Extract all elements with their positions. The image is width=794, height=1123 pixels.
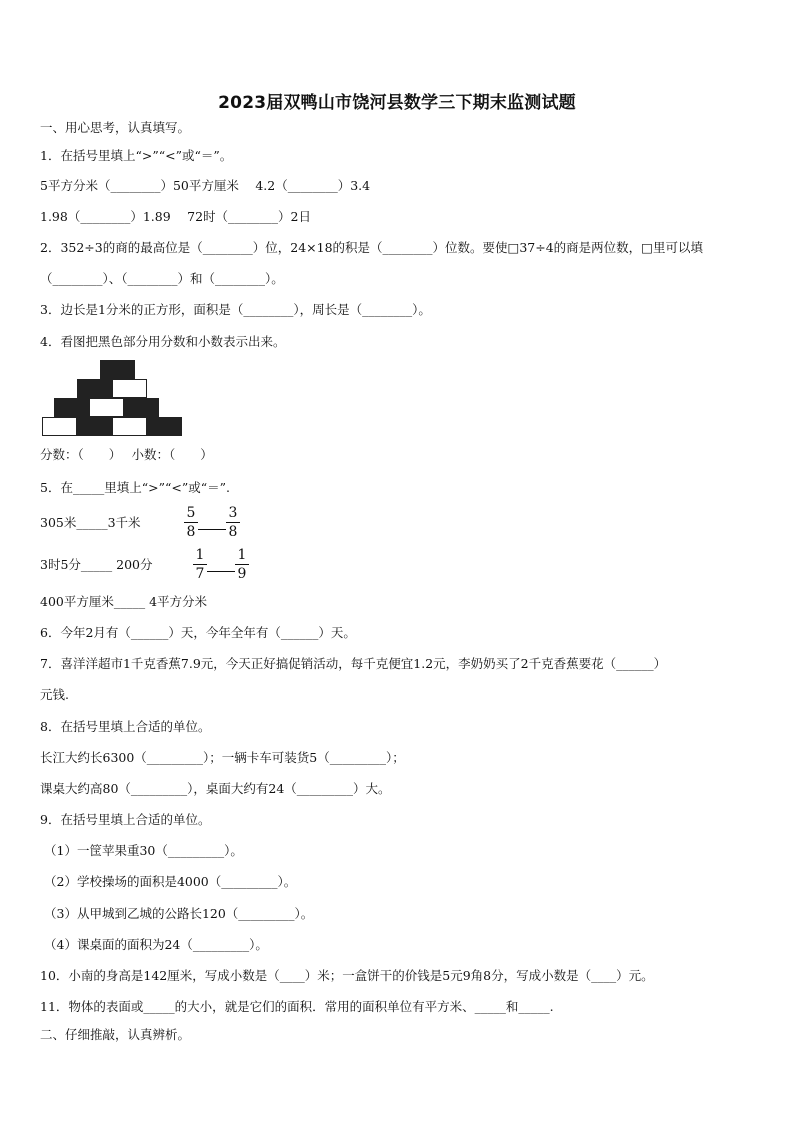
q2-line-2: （________）、（________）和（________）。 (40, 271, 284, 286)
denominator: 8 (186, 524, 196, 540)
q1-row-2: 1.98（________）1.89 72时（________）2日 (40, 209, 311, 224)
answer-blank (207, 571, 235, 572)
denominator: 7 (195, 566, 205, 582)
brick (77, 379, 112, 398)
q4-answer: 分数：（ ） 小数：（ ） (40, 447, 213, 462)
q11-text: 11．物体的表面或_____的大小，就是它们的面积．常用的面积单位有平方米、_____和_____. (40, 999, 554, 1014)
section-2-heading: 二、仔细推敲，认真辨析。 (40, 1027, 191, 1042)
fraction-5-8 (184, 505, 198, 540)
q10-text: 10．小南的身高是142厘米，写成小数是（____）米；一盒饼干的价钱是5元9角8分，写成小数是（____）元。 (40, 968, 654, 983)
denominator: 8 (228, 524, 238, 540)
fraction-bar (235, 564, 249, 565)
brick (147, 417, 182, 436)
answer-blank (198, 529, 226, 530)
numerator: 1 (237, 547, 247, 563)
q5-item-c: 400平方厘米_____ 4平方分米 (40, 594, 208, 609)
numerator: 3 (228, 505, 238, 521)
q7-line-2: 元钱. (40, 687, 69, 702)
denominator: 9 (237, 566, 247, 582)
q9-item-4: （4）课桌面的面积为24（_________）。 (44, 937, 268, 952)
q8-line-1: 长江大约长6300（_________）；一辆卡车可装货5（_________）； (40, 750, 405, 765)
numerator: 5 (186, 505, 196, 521)
fraction-3-8 (226, 505, 240, 540)
q9-item-3: （3）从甲城到乙城的公路长120（_________）。 (44, 906, 314, 921)
brick (77, 417, 112, 436)
page-title: 2023届双鸭山市饶河县数学三下期末监测试题 (218, 93, 576, 113)
q5-stem: 5．在_____里填上“>”“<”或“＝”. (40, 480, 230, 495)
q9-stem: 9．在括号里填上合适的单位。 (40, 812, 211, 827)
brick (100, 360, 135, 379)
q5-item-a: 305米_____3千米 (40, 515, 141, 530)
brick (42, 417, 77, 436)
q6-text: 6．今年2月有（______）天，今年全年有（______）天。 (40, 625, 356, 640)
q7-line-1: 7．喜洋洋超市1千克香蕉7.9元，今天正好搞促销活动，每千克便宜1.2元，李奶奶买了2千克香蕉要花（______） (40, 656, 667, 671)
q3-text: 3．边长是1分米的正方形，面积是（________），周长是（________）。 (40, 302, 431, 317)
brick (54, 398, 89, 417)
q9-item-1: （1）一筐苹果重30（_________）。 (44, 843, 243, 858)
q5-item-b: 3时5分_____ 200分 (40, 557, 153, 572)
section-1-heading: 一、用心思考，认真填写。 (40, 120, 191, 135)
fraction-bar (226, 522, 240, 523)
q2-line-1: 2．352÷3的商的最高位是（________）位，24×18的积是（________）位数。要使□37÷4的商是两位数，□里可以填 (40, 240, 703, 255)
brick (112, 417, 147, 436)
q8-line-2: 课桌大约高80（_________），桌面大约有24（_________）大。 (40, 781, 391, 796)
fraction-1-9 (235, 547, 249, 582)
q1-stem: 1．在括号里填上“>”“<”或“＝”。 (40, 148, 233, 163)
q1-row-1: 5平方分米（________）50平方厘米 4.2（________）3.4 (40, 178, 371, 193)
q9-item-2: （2）学校操场的面积是4000（_________）。 (44, 874, 297, 889)
fraction-1-7 (193, 547, 207, 582)
q8-stem: 8．在括号里填上合适的单位。 (40, 719, 211, 734)
fraction-bar (184, 522, 198, 523)
brick (112, 379, 147, 398)
numerator: 1 (195, 547, 205, 563)
fraction-bar (193, 564, 207, 565)
q4-stem: 4．看图把黑色部分用分数和小数表示出来。 (40, 334, 286, 349)
brick-pyramid-figure (42, 360, 182, 436)
brick (124, 398, 159, 417)
brick (89, 398, 124, 417)
